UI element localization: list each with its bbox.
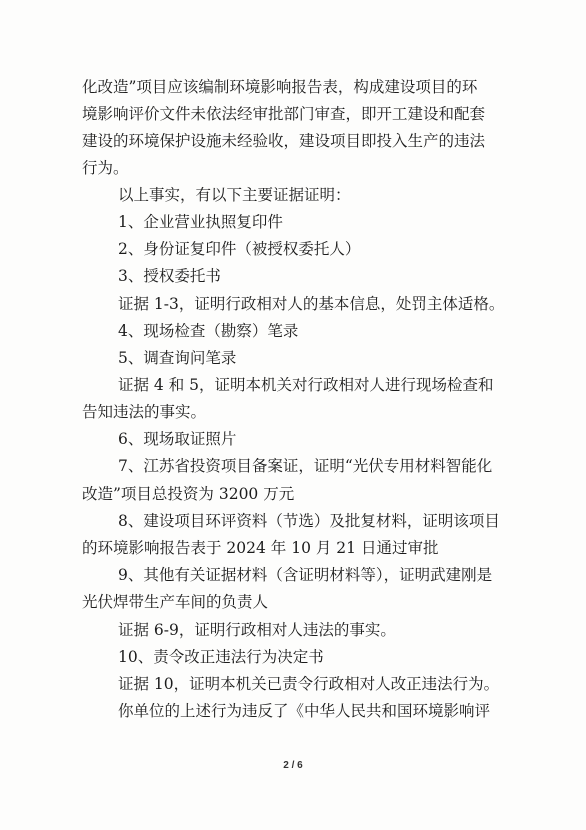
- evidence-summary: 证据 10，证明本机关已责令行政相对人改正违法行为。: [118, 675, 500, 693]
- evidence-summary: 证据 4 和 5，证明本机关对行政相对人进行现场检查和: [118, 376, 494, 394]
- body-line: 光伏焊带生产车间的负责人: [82, 593, 269, 611]
- evidence-item: 3、授权委托书: [118, 267, 221, 285]
- body-line: 的环境影响报告表于 2024 年 10 月 21 日通过审批: [82, 539, 439, 557]
- evidence-summary: 证据 6-9，证明行政相对人违法的事实。: [118, 621, 396, 639]
- body-line: 建设的环境保护设施未经验收，建设项目即投入生产的违法: [82, 132, 486, 150]
- body-line: 以上事实，有以下主要证据证明：: [118, 186, 351, 204]
- evidence-item: 10、责令改正违法行为决定书: [118, 648, 324, 666]
- evidence-item: 5、调查询问笔录: [118, 349, 237, 367]
- body-line: 告知违法的事实。: [82, 403, 207, 421]
- evidence-item: 9、其他有关证据材料（含证明材料等），证明武建刚是: [118, 566, 493, 584]
- evidence-item: 6、现场取证照片: [118, 430, 237, 448]
- body-line: 行为。: [82, 159, 129, 177]
- evidence-summary: 证据 1-3，证明行政相对人的基本信息，处罚主体适格。: [118, 295, 505, 313]
- body-line: 化改造”项目应该编制环境影响报告表，构成建设项目的环: [82, 78, 478, 96]
- evidence-item: 1、企业营业执照复印件: [118, 213, 283, 231]
- evidence-item: 4、现场检查（勘察）笔录: [118, 322, 299, 340]
- body-line: 你单位的上述行为违反了《中华人民共和国环境影响评: [118, 702, 491, 720]
- evidence-item: 2、身份证复印件（被授权委托人）: [118, 240, 361, 258]
- body-line: 改造”项目总投资为 3200 万元: [82, 485, 295, 503]
- evidence-item: 7、江苏省投资项目备案证，证明“光伏专用材料智能化: [118, 457, 493, 475]
- page-number: 2 / 6: [283, 760, 303, 771]
- body-line: 境影响评价文件未依法经审批部门审查，即开工建设和配套: [82, 105, 486, 123]
- evidence-item: 8、建设项目环评资料（节选）及批复材料，证明该项目: [118, 512, 500, 530]
